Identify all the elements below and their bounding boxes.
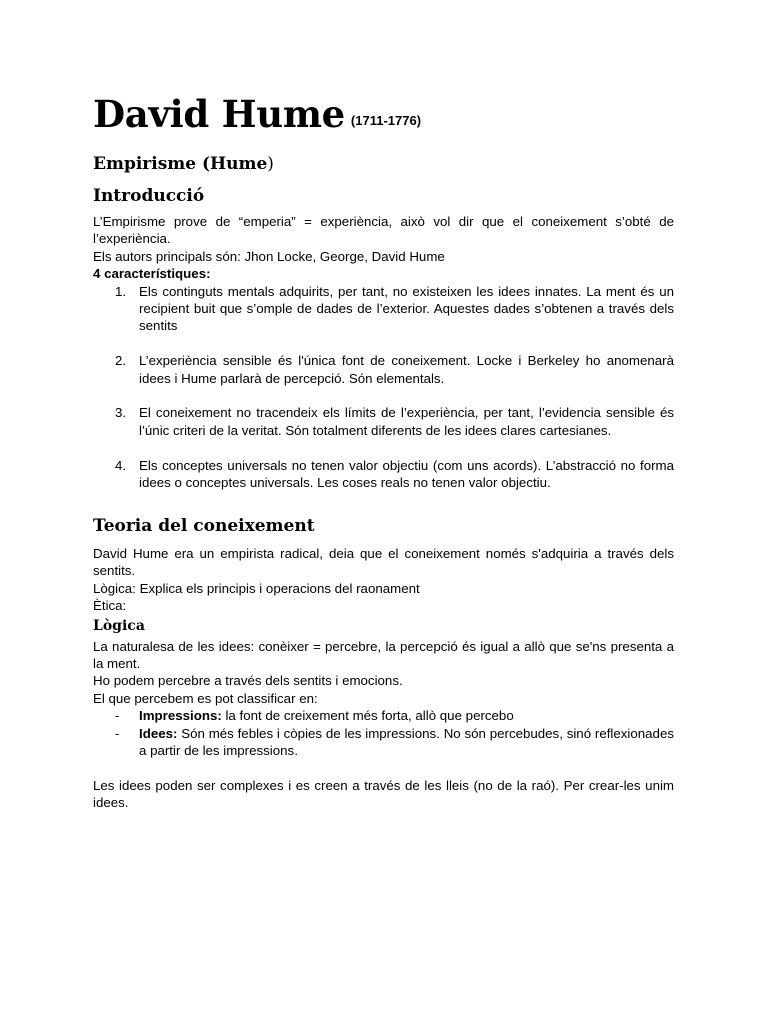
heading-introduccio: Introducció — [93, 186, 205, 206]
logica-paragraph-1: La naturalesa de les idees: conèixer = percebre, la percepció és igual a allò que se'ns presenta a la ment. — [93, 638, 674, 672]
list-dash: - — [115, 708, 120, 724]
list-item-text: la font de creixement més forta, allò que percebo — [221, 708, 514, 724]
list-number: 1. — [115, 283, 127, 299]
list-item-text: Els continguts mentals adquirits, per tant, no existeixen les idees innates. La ment és un recipient buit que s’omple de dades de l’exterior. Aquestes dades s’obtenen a través dels sentits — [139, 283, 674, 334]
list-item-text: L’experiència sensible és l'única font de coneixement. Locke i Berkeley ho anomenarà idees i Hume parlarà de percepció. Són elementals. — [139, 353, 674, 386]
intro-paragraph-2: Els autors principals són: Jhon Locke, George, David Hume — [93, 248, 445, 264]
list-term: Idees: — [139, 725, 178, 741]
title-years: (1711-1776) — [350, 113, 422, 128]
list-dash: - — [115, 725, 120, 741]
list-number: 4. — [115, 457, 127, 473]
heading-empirisme — [93, 154, 274, 174]
page-title: David Hume — [93, 92, 345, 136]
list-item — [93, 457, 674, 492]
teoria-paragraph-1: David Hume era un empirista radical, deia que el coneixement només s'adquiria a través dels sentits. — [93, 546, 674, 579]
heading-empirisme-suffix: ) — [267, 154, 274, 174]
title-line — [93, 92, 674, 140]
list-item-text: Són més febles i còpies de les impressions. No són percebudes, sinó reflexionades a partir de les impressions. — [139, 725, 674, 759]
list-item-text: Els conceptes universals no tenen valor objectiu (com uns acords). L’abstracció no forma idees o conceptes universals. Les coses reals no tenen valor objectiu. — [139, 457, 674, 491]
heading-empirisme-prefix: Empirisme ( — [93, 154, 211, 174]
teoria-paragraph-3: Ètica: — [93, 598, 127, 614]
list-item — [93, 404, 674, 439]
list-term: Impressions: — [139, 708, 222, 724]
list-item — [93, 725, 674, 760]
logica-paragraph-2: Ho podem percebre a través dels sentits i emocions. — [93, 673, 403, 689]
heading-teoria: Teoria del coneixement — [93, 516, 315, 536]
heading-empirisme-name: Hume — [210, 154, 268, 174]
logica-paragraph-3: El que percebem es pot classificar en: — [93, 690, 318, 706]
list-item-text: El coneixement no tracendeix els límits de l’experiència, per tant, l’evidencia sensible és l’únic criteri de la veritat. Són totalment diferents de les idees clares cartesianes. — [139, 405, 674, 438]
intro-paragraph-1: L’Empirisme prove de “emperia” = experiència, això vol dir que el coneixement s’obté de l’experiència. — [93, 214, 674, 247]
list-item — [93, 283, 674, 335]
perception-list — [93, 707, 674, 759]
characteristics-title: 4 característiques: — [93, 266, 211, 282]
heading-logica: Lògica — [93, 617, 145, 634]
closing-paragraph: Les idees poden ser complexes i es creen a través de les lleis (no de la raó). Per crear-les unim idees. — [93, 777, 674, 811]
list-item — [93, 707, 674, 724]
list-item — [93, 352, 674, 387]
characteristics-list — [93, 283, 674, 492]
document-page — [93, 92, 674, 811]
intro-section — [93, 213, 674, 491]
list-number: 3. — [115, 405, 127, 421]
teoria-section — [93, 545, 674, 812]
spacer — [93, 759, 674, 776]
list-number: 2. — [115, 353, 127, 369]
teoria-paragraph-2: Lògica: Explica els principis i operacions del raonament — [93, 580, 420, 596]
